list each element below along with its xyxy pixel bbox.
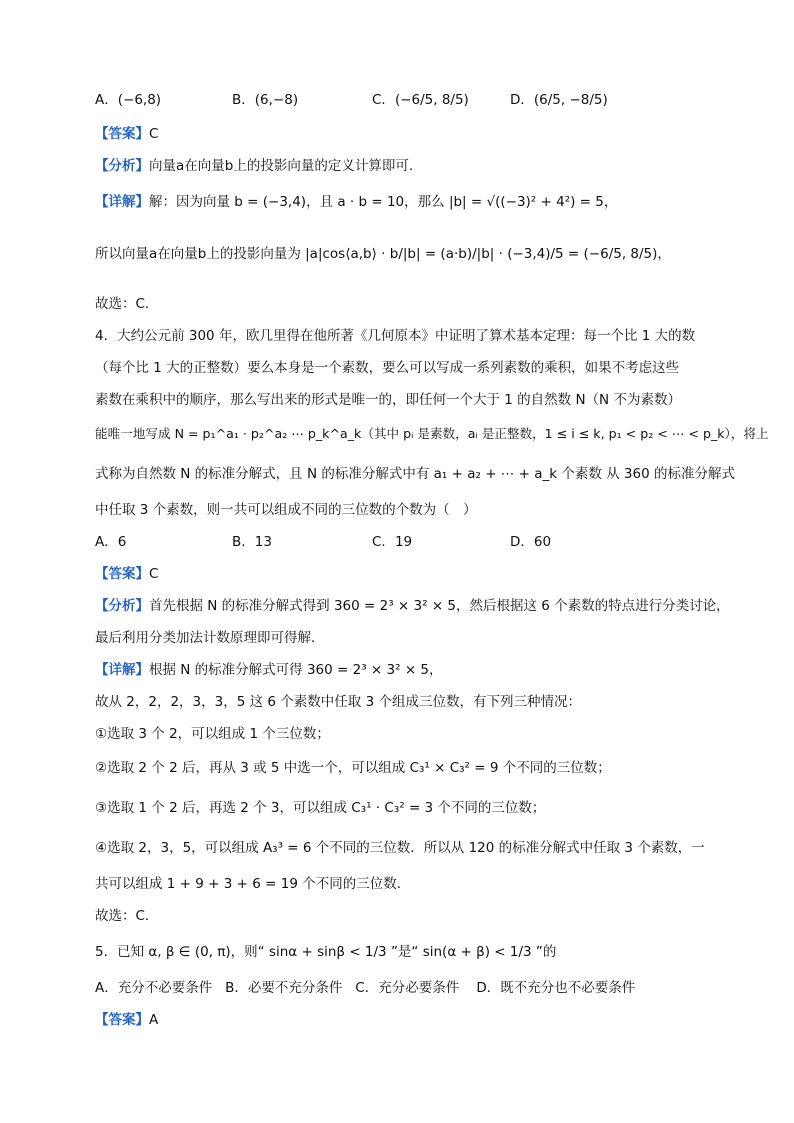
analysis-text: 首先根据 N 的标准分解式得到 360 = 2³ × 3² × 5，然后根据这 6 个素数的特点进行分类讨论，: [149, 598, 730, 614]
q3-option-b: [232, 90, 298, 110]
option-value: 6: [117, 534, 127, 550]
q4-option-c: [372, 532, 412, 552]
analysis-tag: 【分析】: [95, 598, 149, 614]
option-label: C．: [372, 92, 395, 108]
q4-case-3: ③选取 1 个 2 后，再选 2 个 3，可以组成 C₃¹ · C₃² = 3 个不同的三位数；: [95, 800, 546, 816]
analysis-tag: 【分析】: [95, 158, 149, 174]
q4-case-4b: 共可以组成 1 + 9 + 3 + 6 = 19 个不同的三位数.: [95, 876, 401, 892]
q4-stem-5: 式称为自然数 N 的标准分解式，且 N 的标准分解式中有 a₁ + a₂ + ⋯ + a_k 个素数 从 360 的标准分解式: [95, 466, 735, 482]
option-value: (−6/5, 8/5): [394, 92, 469, 108]
q4-detail-2: 故从 2，2，2，3，3，5 这 6 个素数中任取 3 个组成三位数，有下列三种情况：: [95, 694, 581, 710]
answer-tag: 【答案】: [95, 126, 149, 142]
q5-options: [95, 978, 635, 998]
q4-stem-4: 能唯一地写成 N = p₁^a₁ · p₂^a₂ ⋯ p_k^a_k（其中 pᵢ 是素数，aᵢ 是正整数，1 ≤ i ≤ k, p₁ < p₂ < ⋯ < p_k），将上: [95, 426, 769, 441]
q5-answer: [95, 1010, 158, 1030]
detail-tag: 【详解】: [95, 194, 149, 210]
q3-analysis: [95, 156, 413, 176]
q4-analysis-2: 最后利用分类加法计数原理即可得解．: [95, 630, 325, 646]
q4-stem-6: 中任取 3 个素数，则一共可以组成不同的三位数的个数为（ ）: [95, 502, 477, 518]
answer-value: C: [149, 126, 159, 142]
option-value: 13: [254, 534, 272, 550]
option-label: C．: [355, 980, 379, 996]
analysis-text: 向量a在向量b上的投影向量的定义计算即可.: [149, 158, 414, 174]
q4-stem-2: （每个比 1 大的正整数）要么本身是一个素数，要么可以写成一系列素数的乘积，如果不考虑这些: [95, 360, 680, 376]
option-label: D．: [510, 534, 534, 550]
option-value: (6/5, −8/5): [533, 92, 608, 108]
option-label: A．: [95, 534, 118, 550]
q3-option-c: [372, 90, 469, 110]
option-label: C．: [372, 534, 395, 550]
q5-stem: 5．已知 α, β ∈ (0, π)，则“ sinα + sinβ < 1/3 ”是“ sin(α + β) < 1/3 ”的: [95, 944, 557, 960]
option-value: 必要不充分条件: [247, 980, 343, 996]
q4-stem-1: 4．大约公元前 300 年，欧几里得在他所著《几何原本》中证明了算术基本定理：每一个比 1 大的数: [95, 328, 696, 344]
q3-detail-2: 所以向量a在向量b上的投影向量为 |a|cos⟨a,b⟩ · b/|b| = (a·b)/|b| · (−3,4)/5 = (−6/5, 8/5)，: [95, 246, 671, 262]
option-value: (6,−8): [254, 92, 299, 108]
q4-option-a: [95, 532, 126, 552]
answer-value: C: [149, 566, 159, 582]
q3-option-a: [95, 90, 161, 110]
q3-detail-1: [95, 192, 617, 212]
option-label: B．: [232, 534, 255, 550]
option-label: D．: [476, 980, 501, 996]
answer-tag: 【答案】: [95, 566, 149, 582]
option-label: A．: [95, 92, 118, 108]
q3-option-d: [510, 90, 608, 110]
q4-answer: [95, 564, 158, 584]
q4-option-d: [510, 532, 551, 552]
detail-tag: 【详解】: [95, 662, 149, 678]
option-value: 充分必要条件: [378, 980, 460, 996]
q4-analysis-1: [95, 596, 730, 616]
q4-case-1: ①选取 3 个 2，可以组成 1 个三位数；: [95, 726, 330, 742]
detail-text: 根据 N 的标准分解式可得 360 = 2³ × 3² × 5，: [149, 662, 443, 678]
q3-answer: [95, 124, 158, 144]
option-value: 充分不必要条件: [117, 980, 213, 996]
option-label: D．: [510, 92, 534, 108]
q4-detail-1: [95, 660, 443, 680]
q4-conclusion: 故选：C．: [95, 908, 159, 924]
q4-option-b: [232, 532, 272, 552]
option-label: A．: [95, 980, 118, 996]
q3-conclusion: 故选：C.: [95, 296, 150, 312]
option-label: B．: [225, 980, 248, 996]
q4-case-2: ②选取 2 个 2 后，再从 3 或 5 中选一个，可以组成 C₃¹ × C₃² = 9 个不同的三位数；: [95, 760, 611, 776]
answer-value: A: [149, 1012, 159, 1028]
answer-tag: 【答案】: [95, 1012, 149, 1028]
option-value: (−6,8): [117, 92, 162, 108]
option-value: 60: [533, 534, 552, 550]
option-value: 既不充分也不必要条件: [500, 980, 636, 996]
q4-stem-3: 素数在乘积中的顺序，那么写出来的形式是唯一的，即任何一个大于 1 的自然数 N（N 不为素数）: [95, 392, 681, 408]
option-label: B．: [232, 92, 255, 108]
q4-case-4: ④选取 2，3，5，可以组成 A₃³ = 6 个不同的三位数．所以从 120 的标准分解式中任取 3 个素数，一: [95, 840, 705, 856]
detail-text: 解：因为向量 b = (−3,4)，且 a · b = 10，那么 |b| = √((−3)² + 4²) = 5，: [149, 194, 618, 210]
option-value: 19: [394, 534, 413, 550]
